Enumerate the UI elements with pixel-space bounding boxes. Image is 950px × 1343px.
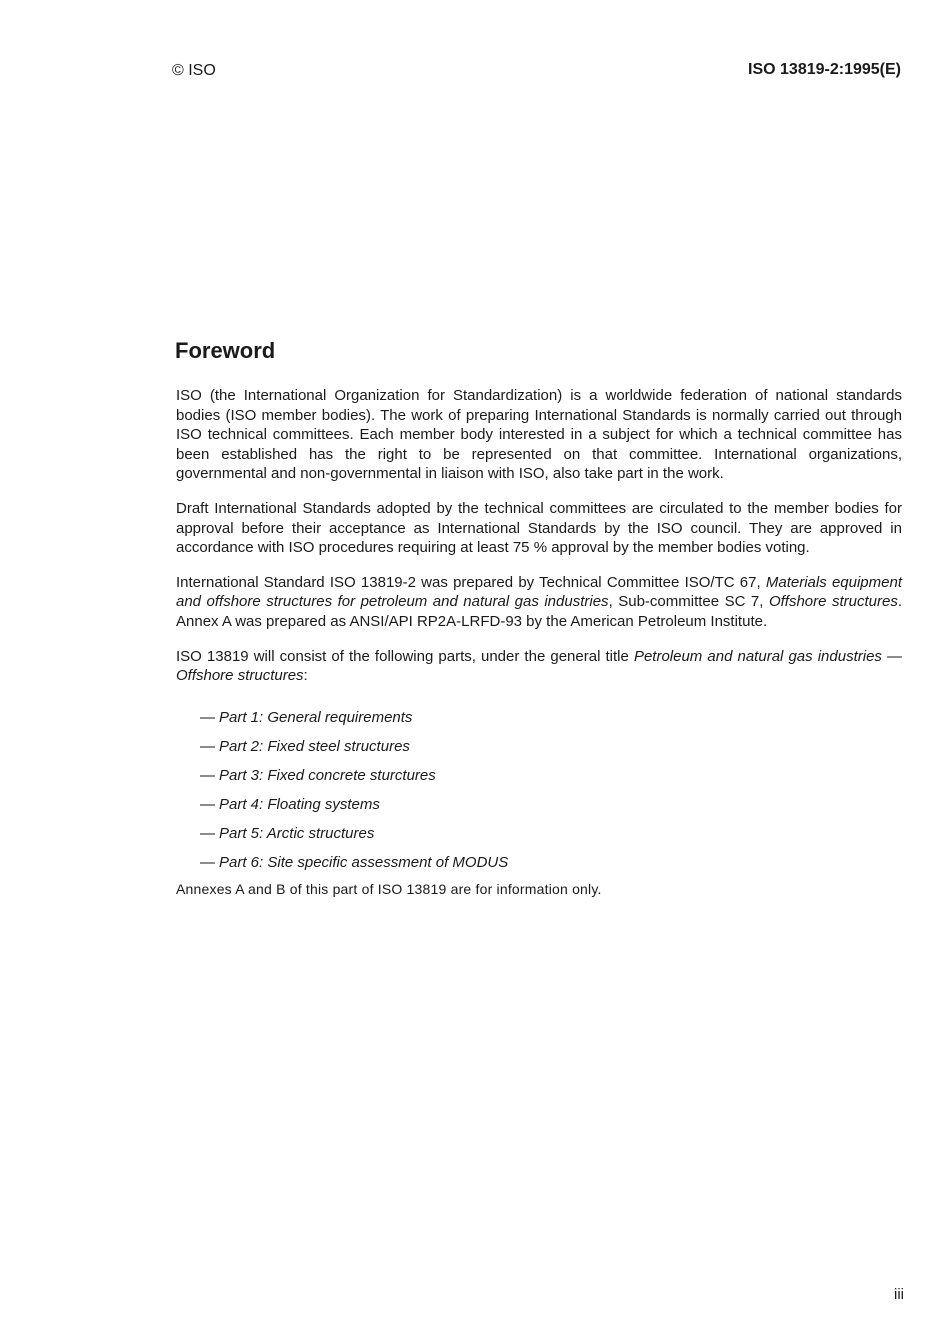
list-item bbox=[200, 708, 902, 737]
text-segment: : bbox=[303, 667, 308, 685]
committee-title: Materials equipment and offshore structures for petroleum and natural gas industries bbox=[176, 573, 902, 611]
text-segment: International Standard ISO 13819-2 was prepared by Technical Committee ISO/TC 67, bbox=[176, 573, 766, 591]
list-item bbox=[200, 737, 902, 766]
dash: — bbox=[200, 853, 215, 871]
text-segment: ISO 13819 will consist of the following parts, under the general title bbox=[176, 647, 634, 665]
document-id: ISO 13819-2:1995(E) bbox=[748, 61, 901, 78]
paragraph-preparation bbox=[176, 573, 902, 632]
text-segment: . Annex A was prepared as ANSI/API RP2A-LRFD-93 by the American Petroleum Institute. bbox=[176, 593, 903, 630]
part-label: Part 3: Fixed concrete sturctures bbox=[219, 766, 436, 784]
part-label: Part 5: Arctic structures bbox=[219, 824, 375, 842]
list-item bbox=[200, 824, 902, 853]
part-label: Part 4: Floating systems bbox=[219, 795, 380, 813]
part-label: Part 6: Site specific assessment of MODUS bbox=[219, 853, 509, 871]
page-number: iii bbox=[894, 1286, 904, 1303]
page-title: Foreword bbox=[175, 338, 276, 363]
part-label: Part 1: General requirements bbox=[219, 708, 413, 726]
paragraph-parts-intro bbox=[176, 647, 902, 686]
text-segment: , Sub-committee SC 7, bbox=[608, 593, 769, 611]
paragraph-iso-description: ISO (the International Organization for Standardization) is a worldwide federation of national standards bodies (ISO member bodies). The work of preparing International Standards is normally carried out through ISO technical committees. Each member body interested in a subject for which a technical committee has been established has the right to be represented on that committee. International organizations, governmental and non-governmental in liaison with ISO, also take part in the work. bbox=[176, 387, 902, 483]
dash: — bbox=[200, 795, 215, 813]
annex-note: Annexes A and B of this part of ISO 13819 are for information only. bbox=[176, 880, 602, 897]
foreword-body bbox=[176, 386, 902, 899]
list-item bbox=[200, 795, 902, 824]
subcommittee-title: Offshore structures bbox=[768, 593, 898, 611]
dash: — bbox=[200, 824, 215, 842]
list-item bbox=[200, 853, 902, 882]
list-item bbox=[200, 766, 902, 795]
part-label: Part 2: Fixed steel structures bbox=[219, 737, 410, 755]
copyright-notice: © ISO bbox=[172, 62, 216, 79]
dash: — bbox=[200, 766, 215, 784]
parts-list bbox=[200, 708, 902, 882]
paragraph-draft-standards: Draft International Standards adopted by the technical committees are circulated to the member bodies for approval before their acceptance as International Standards by the ISO council. They are approved in accordance with ISO procedures requiring at least 75 % approval by the member bodies voting. bbox=[176, 499, 902, 557]
general-title: Petroleum and natural gas industries — Offshore structures bbox=[176, 647, 902, 685]
dash: — bbox=[200, 737, 215, 755]
dash: — bbox=[200, 708, 215, 726]
